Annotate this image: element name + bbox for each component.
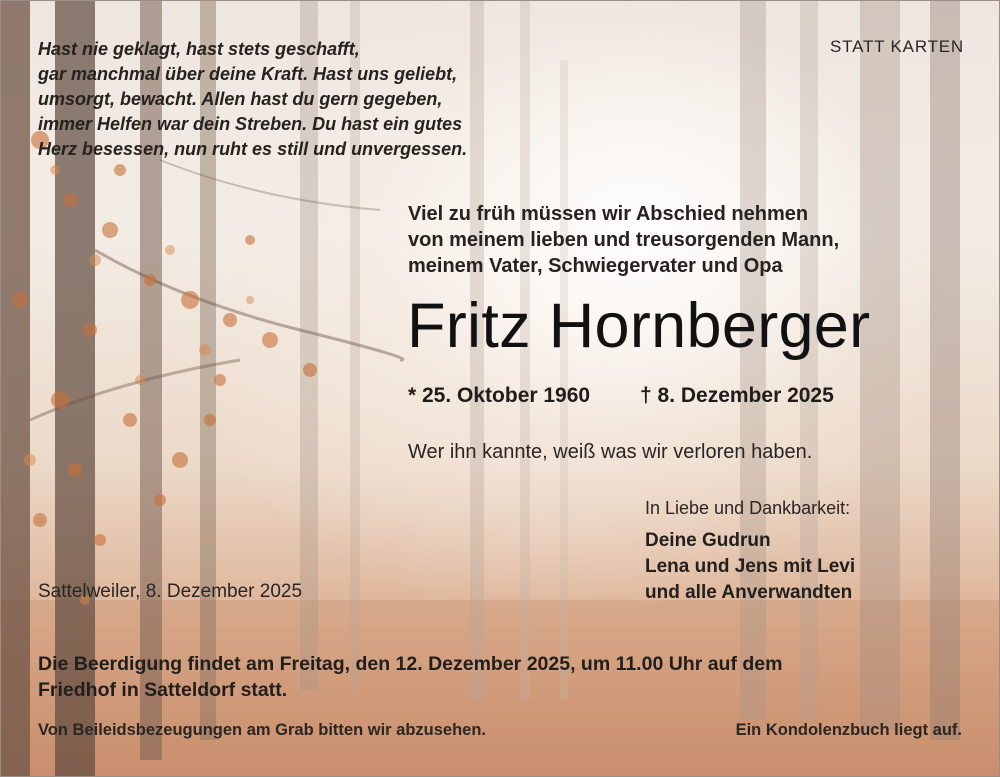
intro-line: meinem Vater, Schwiegervater und Opa xyxy=(408,255,783,277)
funeral-info xyxy=(38,651,782,703)
poem-line: immer Helfen war dein Streben. Du hast ein gutes xyxy=(38,114,463,134)
condolence-request: Von Beileidsbezeugungen am Grab bitten wir abzusehen. xyxy=(38,721,487,739)
family-line: Deine Gudrun xyxy=(645,530,771,551)
intro-text xyxy=(408,201,839,279)
intro-line: Viel zu früh müssen wir Abschied nehmen xyxy=(408,203,809,225)
poem-line: gar manchmal über deine Kraft. Hast uns geliebt, xyxy=(38,64,458,84)
poem-line: Herz besessen, nun ruht es still und unvergessen. xyxy=(38,139,468,159)
deceased-name: Fritz Hornberger xyxy=(407,291,871,361)
family-signatures xyxy=(645,528,855,606)
memorial-quote: Wer ihn kannte, weiß was wir verloren haben. xyxy=(408,441,813,463)
poem xyxy=(38,37,467,162)
family-line: und alle Anverwandten xyxy=(645,582,853,603)
poem-line: Hast nie geklagt, hast stets geschafft, xyxy=(38,39,360,59)
birth-date: * 25. Oktober 1960 xyxy=(408,384,591,407)
funeral-line: Die Beerdigung findet am Freitag, den 12. Dezember 2025, um 11.00 Uhr auf dem xyxy=(38,653,783,675)
funeral-line: Friedhof in Satteldorf statt. xyxy=(38,679,288,701)
closing-label: In Liebe und Dankbarkeit: xyxy=(645,498,851,518)
death-date: † 8. Dezember 2025 xyxy=(640,384,834,407)
condolence-book-note: Ein Kondolenzbuch liegt auf. xyxy=(735,721,962,739)
statt-karten-label: STATT KARTEN xyxy=(830,37,964,56)
family-line: Lena und Jens mit Levi xyxy=(645,556,856,577)
place-and-date: Sattelweiler, 8. Dezember 2025 xyxy=(38,581,303,602)
intro-line: von meinem lieben und treusorgenden Mann, xyxy=(408,229,840,251)
poem-line: umsorgt, bewacht. Allen hast du gern gegeben, xyxy=(38,89,443,109)
